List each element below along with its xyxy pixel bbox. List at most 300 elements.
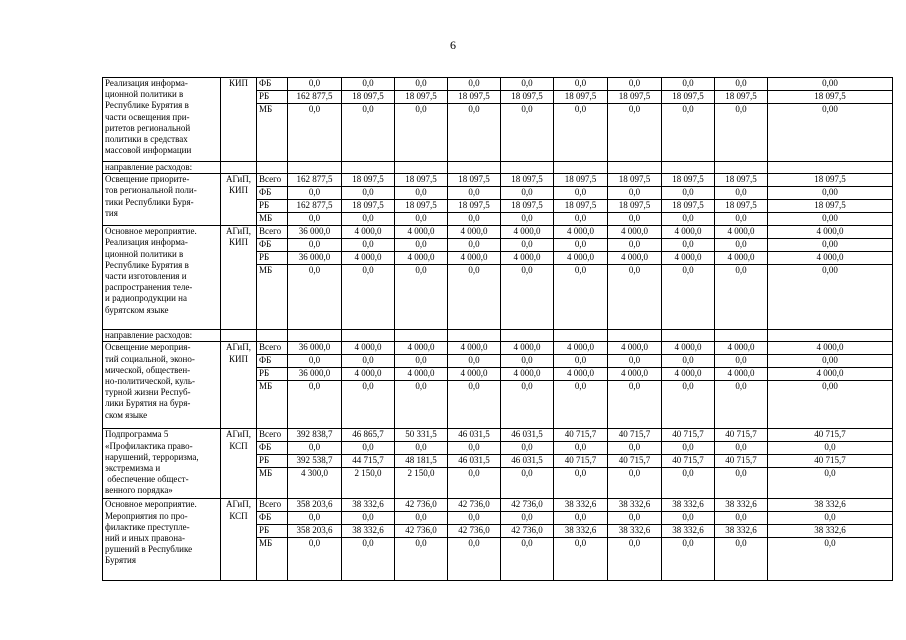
amount-cell: 36 000,0	[288, 226, 342, 239]
amount-cell: 0,0	[395, 239, 448, 252]
amount-cell: 0,0	[501, 538, 554, 581]
amount-cell: 36 000,0	[288, 252, 342, 265]
amount-cell: 0,0	[288, 355, 342, 368]
amount-cell: 0,0	[395, 265, 448, 330]
empty-cell	[554, 330, 608, 342]
amount-cell: 18 097,5	[448, 200, 501, 213]
amount-cell: 4 000,0	[395, 342, 448, 355]
expense-direction-label: направление расходов:	[103, 330, 221, 342]
amount-cell: 38 332,6	[662, 499, 715, 512]
amount-cell: 18 097,5	[554, 200, 608, 213]
amount-cell: 0,0	[608, 442, 662, 455]
executor-cell: КИП	[221, 78, 257, 162]
amount-cell: 0,0	[608, 265, 662, 330]
amount-cell: 4 000,0	[501, 368, 554, 381]
amount-cell: 0,0	[501, 239, 554, 252]
amount-cell: 0,0	[608, 213, 662, 226]
amount-cell: 0,0	[342, 104, 395, 162]
activity-description: Реализация информа- ционной политики в Республике Бурятия в части освещения при- ритетов региональной политики в средствах массовой информации	[103, 78, 221, 162]
amount-cell: 358 203,6	[288, 499, 342, 512]
amount-cell: 0,0	[448, 213, 501, 226]
amount-cell: 40 715,7	[768, 429, 893, 442]
funding-source-cell: ФБ	[257, 78, 288, 91]
amount-cell: 0,0	[554, 355, 608, 368]
amount-cell: 0,0	[288, 239, 342, 252]
amount-cell: 0,0	[554, 381, 608, 429]
table-row	[103, 342, 893, 355]
activity-description: Подпрограмма 5 «Профилактика право- нарушений, терроризма, экстремизма и обеспечение общест- венного порядка»	[103, 429, 221, 499]
empty-cell	[395, 330, 448, 342]
empty-cell	[257, 330, 288, 342]
amount-cell: 4 000,0	[342, 252, 395, 265]
amount-cell: 392 538,7	[288, 455, 342, 468]
amount-cell: 0,0	[662, 104, 715, 162]
funding-source-cell: РБ	[257, 200, 288, 213]
amount-cell: 0,0	[501, 468, 554, 499]
amount-cell: 0,0	[395, 355, 448, 368]
amount-cell: 0,0	[715, 442, 768, 455]
funding-source-cell: ФБ	[257, 187, 288, 200]
amount-cell: 0,0	[342, 239, 395, 252]
amount-cell: 4 000,0	[662, 252, 715, 265]
amount-cell: 18 097,5	[501, 200, 554, 213]
amount-cell: 0,0	[342, 442, 395, 455]
amount-cell: 4 000,0	[448, 342, 501, 355]
funding-source-cell: РБ	[257, 455, 288, 468]
amount-cell: 162 877,5	[288, 174, 342, 187]
amount-cell: 42 736,0	[395, 525, 448, 538]
amount-cell: 0,0	[662, 355, 715, 368]
amount-cell: 4 000,0	[395, 252, 448, 265]
amount-cell: 0,0	[342, 355, 395, 368]
amount-cell: 48 181,5	[395, 455, 448, 468]
amount-cell: 0,0	[608, 187, 662, 200]
amount-cell: 4 000,0	[501, 226, 554, 239]
amount-cell: 0,00	[768, 239, 893, 252]
empty-cell	[395, 162, 448, 174]
amount-cell: 38 332,6	[554, 499, 608, 512]
funding-source-cell: МБ	[257, 104, 288, 162]
amount-cell: 0,0	[768, 512, 893, 525]
amount-cell: 0,0	[662, 538, 715, 581]
amount-cell: 0,0	[501, 265, 554, 330]
amount-cell: 0,0	[288, 78, 342, 91]
amount-cell: 18 097,5	[662, 200, 715, 213]
table-body	[103, 78, 893, 581]
amount-cell: 18 097,5	[662, 174, 715, 187]
amount-cell: 40 715,7	[715, 455, 768, 468]
amount-cell: 38 332,6	[768, 525, 893, 538]
funding-source-cell: МБ	[257, 213, 288, 226]
amount-cell: 18 097,5	[501, 91, 554, 104]
amount-cell: 0,0	[395, 213, 448, 226]
expense-direction-label: направление расходов:	[103, 162, 221, 174]
funding-source-cell: РБ	[257, 91, 288, 104]
amount-cell: 18 097,5	[342, 200, 395, 213]
amount-cell: 0,0	[395, 442, 448, 455]
amount-cell: 4 000,0	[395, 226, 448, 239]
amount-cell: 4 000,0	[554, 342, 608, 355]
amount-cell: 42 736,0	[501, 525, 554, 538]
amount-cell: 0,0	[342, 213, 395, 226]
amount-cell: 0,00	[768, 104, 893, 162]
empty-cell	[715, 162, 768, 174]
amount-cell: 18 097,5	[608, 174, 662, 187]
amount-cell: 0,0	[448, 381, 501, 429]
amount-cell: 0,0	[554, 468, 608, 499]
amount-cell: 0,0	[662, 187, 715, 200]
amount-cell: 0,0	[288, 381, 342, 429]
amount-cell: 0,0	[448, 355, 501, 368]
amount-cell: 4 300,0	[288, 468, 342, 499]
amount-cell: 0,0	[715, 239, 768, 252]
amount-cell: 162 877,5	[288, 91, 342, 104]
empty-cell	[608, 330, 662, 342]
amount-cell: 0,0	[554, 265, 608, 330]
empty-cell	[448, 162, 501, 174]
amount-cell: 38 332,6	[342, 525, 395, 538]
amount-cell: 40 715,7	[554, 455, 608, 468]
amount-cell: 46 031,5	[448, 429, 501, 442]
amount-cell: 46 865,7	[342, 429, 395, 442]
amount-cell: 0,0	[554, 187, 608, 200]
amount-cell: 0,0	[288, 187, 342, 200]
amount-cell: 0,0	[288, 512, 342, 525]
amount-cell: 0,0	[501, 381, 554, 429]
amount-cell: 40 715,7	[608, 429, 662, 442]
amount-cell: 42 736,0	[448, 525, 501, 538]
amount-cell: 0,00	[768, 355, 893, 368]
amount-cell: 18 097,5	[608, 91, 662, 104]
empty-cell	[501, 330, 554, 342]
empty-cell	[768, 330, 893, 342]
amount-cell: 0,0	[448, 538, 501, 581]
amount-cell: 4 000,0	[715, 226, 768, 239]
amount-cell: 4 000,0	[662, 226, 715, 239]
empty-cell	[608, 162, 662, 174]
amount-cell: 0,0	[288, 213, 342, 226]
amount-cell: 18 097,5	[448, 174, 501, 187]
table-row	[103, 499, 893, 512]
amount-cell: 0,0	[395, 78, 448, 91]
funding-source-cell: РБ	[257, 525, 288, 538]
amount-cell: 0,0	[715, 104, 768, 162]
empty-cell	[342, 330, 395, 342]
amount-cell: 18 097,5	[768, 200, 893, 213]
amount-cell: 0,0	[608, 78, 662, 91]
amount-cell: 4 000,0	[342, 368, 395, 381]
amount-cell: 4 000,0	[395, 368, 448, 381]
amount-cell: 0,0	[608, 355, 662, 368]
amount-cell: 18 097,5	[715, 174, 768, 187]
amount-cell: 0,0	[395, 187, 448, 200]
amount-cell: 36 000,0	[288, 342, 342, 355]
executor-cell: АГиП, КСП	[221, 429, 257, 499]
amount-cell: 40 715,7	[768, 455, 893, 468]
amount-cell: 40 715,7	[715, 429, 768, 442]
empty-cell	[501, 162, 554, 174]
empty-cell	[221, 162, 257, 174]
amount-cell: 0,0	[342, 538, 395, 581]
amount-cell: 0,0	[715, 512, 768, 525]
amount-cell: 0,0	[768, 468, 893, 499]
amount-cell: 0,0	[288, 442, 342, 455]
empty-cell	[221, 330, 257, 342]
amount-cell: 0,0	[342, 78, 395, 91]
amount-cell: 4 000,0	[715, 342, 768, 355]
amount-cell: 38 332,6	[608, 499, 662, 512]
amount-cell: 0,0	[288, 265, 342, 330]
amount-cell: 4 000,0	[768, 368, 893, 381]
amount-cell: 0,0	[342, 512, 395, 525]
activity-description: Освещение мероприя- тий социальной, эконо- мической, обществен- но-политической, куль- турной жизни Респуб- лики Бурятия на буря- ском языке	[103, 342, 221, 429]
amount-cell: 2 150,0	[342, 468, 395, 499]
amount-cell: 18 097,5	[768, 91, 893, 104]
amount-cell: 46 031,5	[501, 429, 554, 442]
empty-cell	[768, 162, 893, 174]
funding-source-cell: Всего	[257, 429, 288, 442]
amount-cell: 0,0	[554, 239, 608, 252]
amount-cell: 4 000,0	[501, 342, 554, 355]
amount-cell: 38 332,6	[768, 499, 893, 512]
amount-cell: 0,0	[608, 104, 662, 162]
empty-cell	[288, 330, 342, 342]
amount-cell: 0,0	[448, 187, 501, 200]
amount-cell: 4 000,0	[768, 252, 893, 265]
amount-cell: 0,0	[395, 104, 448, 162]
amount-cell: 0,0	[501, 213, 554, 226]
amount-cell: 36 000,0	[288, 368, 342, 381]
empty-cell	[448, 330, 501, 342]
amount-cell: 0,0	[501, 78, 554, 91]
amount-cell: 4 000,0	[715, 252, 768, 265]
amount-cell: 0,0	[554, 442, 608, 455]
empty-cell	[662, 162, 715, 174]
amount-cell: 18 097,5	[768, 174, 893, 187]
amount-cell: 40 715,7	[608, 455, 662, 468]
funding-source-cell: ФБ	[257, 442, 288, 455]
amount-cell: 0,0	[448, 512, 501, 525]
amount-cell: 4 000,0	[608, 226, 662, 239]
amount-cell: 18 097,5	[501, 174, 554, 187]
amount-cell: 0,0	[715, 78, 768, 91]
amount-cell: 18 097,5	[554, 174, 608, 187]
amount-cell: 0,0	[288, 104, 342, 162]
amount-cell: 4 000,0	[342, 226, 395, 239]
empty-cell	[662, 330, 715, 342]
amount-cell: 42 736,0	[501, 499, 554, 512]
amount-cell: 0,0	[395, 538, 448, 581]
funding-source-cell: Всего	[257, 174, 288, 187]
amount-cell: 4 000,0	[554, 226, 608, 239]
amount-cell: 18 097,5	[662, 91, 715, 104]
funding-source-cell: ФБ	[257, 355, 288, 368]
amount-cell: 392 838,7	[288, 429, 342, 442]
amount-cell: 4 000,0	[608, 342, 662, 355]
amount-cell: 4 000,0	[608, 368, 662, 381]
amount-cell: 38 332,6	[342, 499, 395, 512]
amount-cell: 0,0	[501, 355, 554, 368]
funding-source-cell: МБ	[257, 265, 288, 330]
empty-cell	[257, 162, 288, 174]
amount-cell: 18 097,5	[554, 91, 608, 104]
amount-cell: 4 000,0	[554, 368, 608, 381]
amount-cell: 0,0	[715, 187, 768, 200]
amount-cell: 0,0	[608, 381, 662, 429]
amount-cell: 0,0	[662, 239, 715, 252]
amount-cell: 0,0	[395, 381, 448, 429]
funding-source-cell: МБ	[257, 468, 288, 499]
amount-cell: 0,0	[554, 78, 608, 91]
amount-cell: 2 150,0	[395, 468, 448, 499]
amount-cell: 0,0	[342, 187, 395, 200]
amount-cell: 18 097,5	[715, 91, 768, 104]
amount-cell: 0,00	[768, 187, 893, 200]
amount-cell: 4 000,0	[501, 252, 554, 265]
amount-cell: 38 332,6	[715, 499, 768, 512]
amount-cell: 38 332,6	[715, 525, 768, 538]
amount-cell: 0,0	[715, 265, 768, 330]
amount-cell: 0,0	[395, 512, 448, 525]
activity-description: Основное мероприятие. Мероприятия по про- филактике преступле- ний и иных правона- рушений в Республике Бурятия	[103, 499, 221, 581]
table-row	[103, 226, 893, 239]
amount-cell: 0,0	[501, 104, 554, 162]
amount-cell: 0,0	[554, 538, 608, 581]
amount-cell: 4 000,0	[768, 342, 893, 355]
amount-cell: 44 715,7	[342, 455, 395, 468]
amount-cell: 4 000,0	[342, 342, 395, 355]
table-row	[103, 174, 893, 187]
section-divider-row	[103, 162, 893, 174]
amount-cell: 18 097,5	[342, 174, 395, 187]
amount-cell: 18 097,5	[715, 200, 768, 213]
amount-cell: 162 877,5	[288, 200, 342, 213]
amount-cell: 0,0	[448, 104, 501, 162]
amount-cell: 0,0	[662, 468, 715, 499]
amount-cell: 18 097,5	[342, 91, 395, 104]
amount-cell: 0,0	[662, 265, 715, 330]
amount-cell: 0,00	[768, 213, 893, 226]
funding-source-cell: ФБ	[257, 512, 288, 525]
amount-cell: 0,00	[768, 381, 893, 429]
amount-cell: 0,0	[662, 78, 715, 91]
amount-cell: 4 000,0	[662, 342, 715, 355]
amount-cell: 50 331,5	[395, 429, 448, 442]
amount-cell: 0,0	[608, 512, 662, 525]
amount-cell: 4 000,0	[448, 252, 501, 265]
amount-cell: 0,0	[554, 213, 608, 226]
activity-description: Освещение приорите- тов региональной поли- тики Республики Буря- тия	[103, 174, 221, 226]
amount-cell: 358 203,6	[288, 525, 342, 538]
amount-cell: 0,0	[715, 381, 768, 429]
amount-cell: 40 715,7	[554, 429, 608, 442]
empty-cell	[715, 330, 768, 342]
amount-cell: 0,0	[608, 468, 662, 499]
amount-cell: 4 000,0	[608, 252, 662, 265]
amount-cell: 0,0	[554, 512, 608, 525]
funding-source-cell: РБ	[257, 252, 288, 265]
amount-cell: 0,0	[662, 213, 715, 226]
amount-cell: 4 000,0	[715, 368, 768, 381]
amount-cell: 0,0	[608, 239, 662, 252]
amount-cell: 0,0	[501, 442, 554, 455]
amount-cell: 42 736,0	[448, 499, 501, 512]
amount-cell: 18 097,5	[608, 200, 662, 213]
amount-cell: 0,0	[448, 78, 501, 91]
funding-source-cell: Всего	[257, 499, 288, 512]
funding-source-cell: ФБ	[257, 239, 288, 252]
funding-source-cell: РБ	[257, 368, 288, 381]
amount-cell: 0,00	[768, 78, 893, 91]
amount-cell: 0,0	[342, 265, 395, 330]
amount-cell: 38 332,6	[554, 525, 608, 538]
amount-cell: 38 332,6	[662, 525, 715, 538]
page-number: 6	[450, 38, 456, 52]
executor-cell: АГиП, КИП	[221, 226, 257, 330]
funding-source-cell: МБ	[257, 381, 288, 429]
amount-cell: 0,0	[554, 104, 608, 162]
amount-cell: 0,00	[768, 265, 893, 330]
amount-cell: 0,0	[448, 442, 501, 455]
amount-cell: 4 000,0	[448, 226, 501, 239]
funding-source-cell: МБ	[257, 538, 288, 581]
funding-source-cell: Всего	[257, 226, 288, 239]
amount-cell: 4 000,0	[662, 368, 715, 381]
amount-cell: 0,0	[501, 187, 554, 200]
amount-cell: 0,0	[662, 381, 715, 429]
table-row	[103, 78, 893, 91]
amount-cell: 0,0	[608, 538, 662, 581]
amount-cell: 18 097,5	[395, 200, 448, 213]
executor-cell: АГиП, КСП	[221, 499, 257, 581]
executor-cell: АГиП, КИП	[221, 342, 257, 429]
amount-cell: 42 736,0	[395, 499, 448, 512]
amount-cell: 0,0	[715, 355, 768, 368]
amount-cell: 0,0	[662, 512, 715, 525]
amount-cell: 0,0	[768, 442, 893, 455]
amount-cell: 0,0	[662, 442, 715, 455]
amount-cell: 0,0	[448, 468, 501, 499]
amount-cell: 0,0	[342, 381, 395, 429]
amount-cell: 0,0	[715, 468, 768, 499]
amount-cell: 0,0	[448, 265, 501, 330]
amount-cell: 40 715,7	[662, 455, 715, 468]
executor-cell: АГиП, КИП	[221, 174, 257, 226]
amount-cell: 0,0	[288, 538, 342, 581]
table-row	[103, 429, 893, 442]
amount-cell: 18 097,5	[395, 91, 448, 104]
amount-cell: 0,0	[715, 213, 768, 226]
funding-source-cell: Всего	[257, 342, 288, 355]
amount-cell: 0,0	[501, 512, 554, 525]
amount-cell: 40 715,7	[662, 429, 715, 442]
amount-cell: 18 097,5	[448, 91, 501, 104]
amount-cell: 38 332,6	[608, 525, 662, 538]
amount-cell: 4 000,0	[768, 226, 893, 239]
amount-cell: 0,0	[448, 239, 501, 252]
empty-cell	[288, 162, 342, 174]
empty-cell	[342, 162, 395, 174]
budget-table	[102, 77, 893, 581]
amount-cell: 4 000,0	[554, 252, 608, 265]
amount-cell: 46 031,5	[501, 455, 554, 468]
activity-description: Основное мероприятие. Реализация информа- ционной политики в Республике Бурятия в части изготовления и распространения теле- и радиопродукции на бурятском языке	[103, 226, 221, 330]
empty-cell	[554, 162, 608, 174]
amount-cell: 4 000,0	[448, 368, 501, 381]
section-divider-row	[103, 330, 893, 342]
amount-cell: 0,0	[768, 538, 893, 581]
amount-cell: 46 031,5	[448, 455, 501, 468]
